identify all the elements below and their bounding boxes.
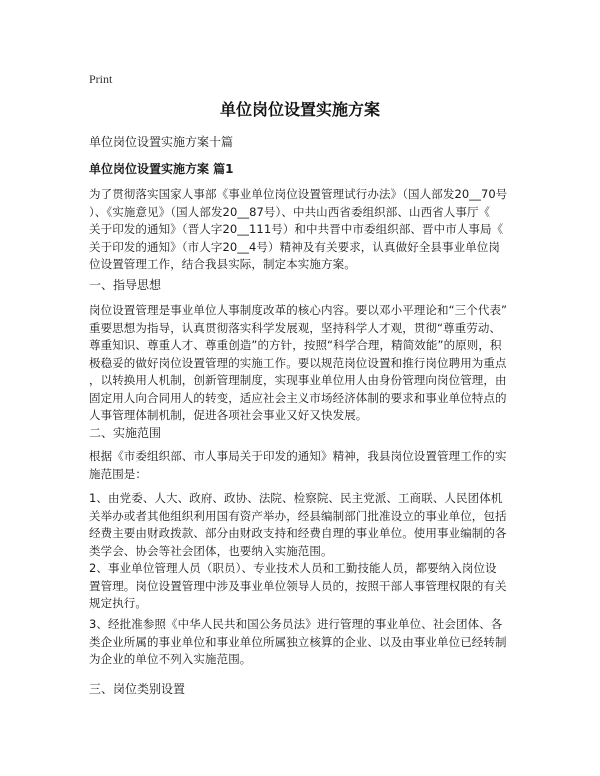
paragraph-scope-item-1 (89, 490, 517, 560)
text-line: 1、由党委、人大、政府、政协、法院、检察院、民主党派、工商联、人民团体机 (89, 491, 503, 505)
heading-post-categories: 三、岗位类别设置 (89, 682, 186, 696)
text-line: 重要思想为指导，认真贯彻落实科学发展观，坚持科学人才观，贯彻“尊重劳动、 (89, 320, 502, 335)
text-line: 固定用人向合同用人的转变，适应社会主义市场经济体制的要求和事业单位特点的 (89, 390, 507, 405)
text-line: 2、事业单位管理人员（职员）、专业技术人员和工勤技能人员，都要纳入岗位设 (89, 561, 497, 575)
text-line: 关于印发的通知》（市人字20__4号）精神及有关要求，认真做好全县事业单位岗 (89, 239, 500, 254)
paragraph-guiding-ideology (89, 302, 517, 425)
text-line: 人事管理体制机制，促进各项社会事业又好又快发展。 (89, 408, 368, 422)
text-line: 置管理。岗位设置管理中涉及事业单位领导人员的，按照干部人事管理权限的有关 (89, 578, 507, 593)
print-link[interactable]: Print (89, 72, 113, 86)
text-line: 为了贯彻落实国家人事部《事业单位岗位设置管理试行办法》（国人部发20__70号 (89, 187, 508, 201)
text-line: 关举办或者其他组织利用国有资产举办，经县编制部门批准设立的事业单位，包括 (89, 508, 507, 523)
paragraph-scope-item-3 (89, 616, 517, 669)
text-line: 为企业的单位不列入实施范围。 (89, 652, 252, 666)
paragraph-scope-item-2 (89, 560, 517, 613)
text-line: 3、经批准参照《中华人民共和国公务员法》进行管理的事业单位、社会团体、各 (89, 617, 503, 631)
text-line: 施范围是： (89, 466, 147, 481)
text-line: 关于印发的通知》（晋人字20__111号）和中共晋中市委组织部、晋中市人事局《 (89, 222, 504, 236)
text-line: 经费主要由财政拨款、部分由财政支持和经费自理的事业单位。使用事业编制的各 (89, 526, 507, 540)
heading-scope: 二、实施范围 (89, 426, 162, 440)
text-line: ，以转换用人机制，创新管理制度，实现事业单位用人由身份管理向岗位管理，由 (89, 373, 507, 387)
document-subtitle: 单位岗位设置实施方案十篇 (89, 135, 234, 149)
section-title: 单位岗位设置实施方案 篇1 (89, 162, 234, 176)
text-line: 极稳妥的做好岗位设置管理的实施工作。要以规范岗位设置和推行岗位聘用为重点 (89, 355, 507, 370)
text-line: 尊重知识、尊重人才、尊重创造”的方针，按照“科学合理，精简效能”的原则，积 (89, 338, 502, 352)
text-line: ）、《实施意见》（国人部发20__87号）、中共山西省委组织部、山西省人事厅《 (89, 204, 491, 219)
text-line: 类学会、协会等社会团体，也要纳入实施范围。 (89, 543, 333, 558)
text-line: 根据《市委组织部、市人事局关于印发的通知》精神，我县岗位设置管理工作的实 (89, 449, 507, 463)
text-line: 类企业所属的事业单位和事业单位所属独立核算的企业、以及由事业单位已经转制 (89, 634, 507, 649)
page-title: 单位岗位设置实施方案 (219, 100, 380, 119)
heading-guiding-ideology: 一、指导思想 (89, 278, 162, 292)
text-line: 位设置管理工作，结合我县实际，制定本实施方案。 (89, 257, 356, 271)
text-line: 规定执行。 (89, 596, 147, 610)
paragraph-scope-intro (89, 448, 517, 483)
intro-paragraph (89, 186, 517, 274)
text-line: 岗位设置管理是事业单位人事制度改革的核心内容。要以邓小平理论和“三个代表” (89, 303, 508, 317)
